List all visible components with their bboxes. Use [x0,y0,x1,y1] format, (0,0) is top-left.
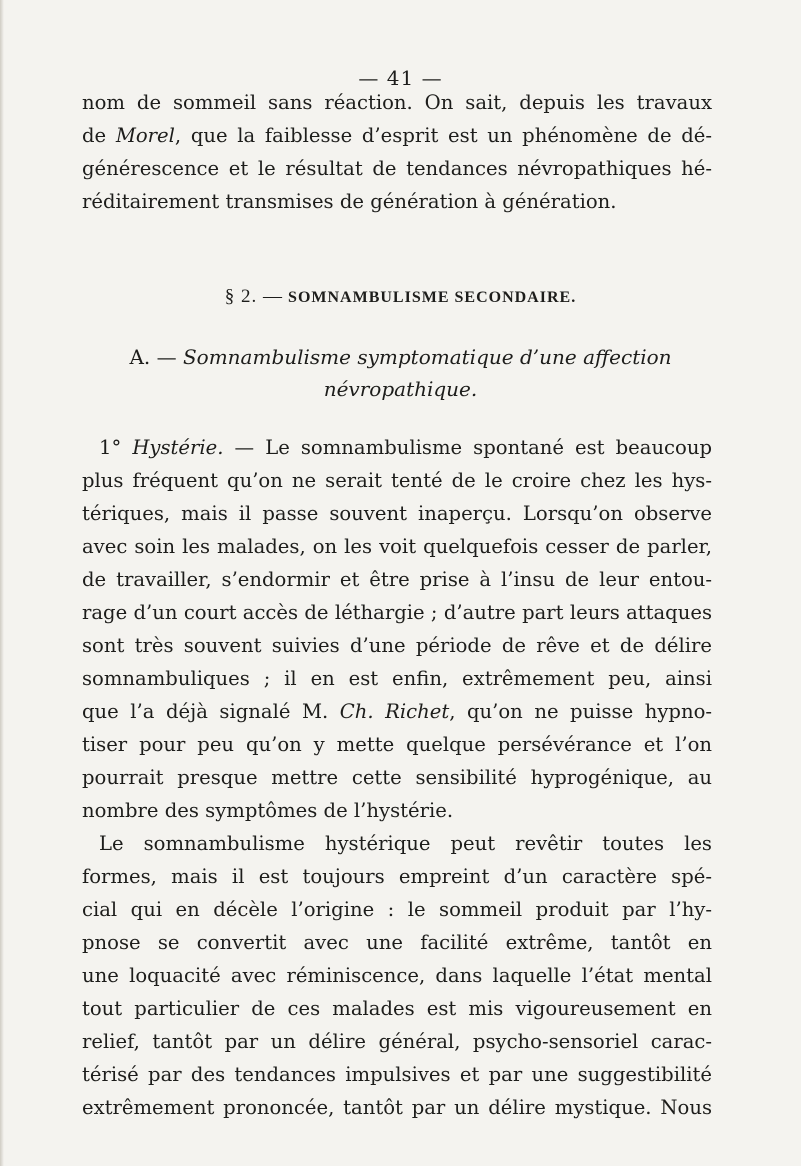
text-fragment: , qu’on ne puisse hypno- [449,700,712,723]
subsection-letter: A. — [129,345,177,369]
text-line: plus fréquent qu’on ne serait tenté de le croire chez les hys- [82,469,712,492]
section-title: SOMNAMBULISME SECONDAIRE. [288,289,577,306]
subsection-heading [0,345,801,369]
text-fragment: que l’a déjà signalé M. [82,700,340,723]
text-line: rage d’un court accès de léthargie ; d’autre part leurs attaques [82,601,712,624]
section-heading [0,286,801,308]
text-line: sont très souvent suivies d’une période de rêve et de délire [82,634,712,657]
page-edge-shadow [0,0,4,1166]
text-line: relief, tantôt par un délire général, psycho-sensoriel carac- [82,1030,712,1053]
text-line [82,124,712,148]
text-line: pnose se convertit avec une facilité extrême, tantôt en [82,931,712,954]
text-line: tout particulier de ces malades est mis vigoureusement en [82,997,712,1020]
item-number: 1° [99,436,122,459]
text-fragment: , que la faiblesse d’esprit est un phénomène de dé- [174,124,712,147]
subsection-heading-line2 [0,377,801,401]
text-line: une loquacité avec réminiscence, dans laquelle l’état mental [82,964,712,987]
text-line: avec soin les malades, on les voit quelquefois cesser de parler, [82,535,712,558]
text-line: de travailler, s’endormir et être prise à l’insu de leur entou- [82,568,712,591]
text-line: réditairement transmises de génération à génération. [82,190,617,213]
text-line: cial qui en décèle l’origine : le sommeil produit par l’hy- [82,898,712,921]
text-fragment: de [82,124,116,147]
paragraph-lead-line [99,436,712,460]
text-line: tériques, mais il passe souvent inaperçu. Lorsqu’on observe [82,502,712,525]
subsection-title-line2: névropathique. [323,377,478,401]
text-line: pourrait presque mettre cette sensibilité hyprogénique, au [82,766,712,789]
text-line: nom de sommeil sans réaction. On sait, depuis les travaux [82,91,712,114]
subsection-title-line1: Somnambulisme symptomatique d’une affection [182,345,672,369]
text-line: somnambuliques ; il en est enfin, extrêmement peu, ainsi [82,667,712,690]
page-number: — 41 — [358,66,443,90]
author-name: Morel [115,124,175,147]
text-line: formes, mais il est toujours empreint d’un caractère spé- [82,865,712,888]
text-line: Le somnambulisme hystérique peut revêtir toutes les [99,832,712,855]
text-fragment: — Le somnambulisme spontané est beaucoup [223,436,712,459]
text-line: nombre des symptômes de l’hystérie. [82,799,454,822]
section-number: § 2. — [224,286,284,307]
text-line: térisé par des tendances impulsives et par une suggestibilité [82,1063,712,1086]
text-line: tiser pour peu qu’on y mette quelque persévérance et l’on [82,733,712,756]
author-name: Ch. Richet [339,700,450,723]
text-line [82,700,712,724]
item-label: Hystérie. [132,436,224,459]
text-line: générescence et le résultat de tendances névropathiques hé- [82,157,712,180]
text-line: extrêmement prononcée, tantôt par un délire mystique. Nous [82,1096,712,1119]
